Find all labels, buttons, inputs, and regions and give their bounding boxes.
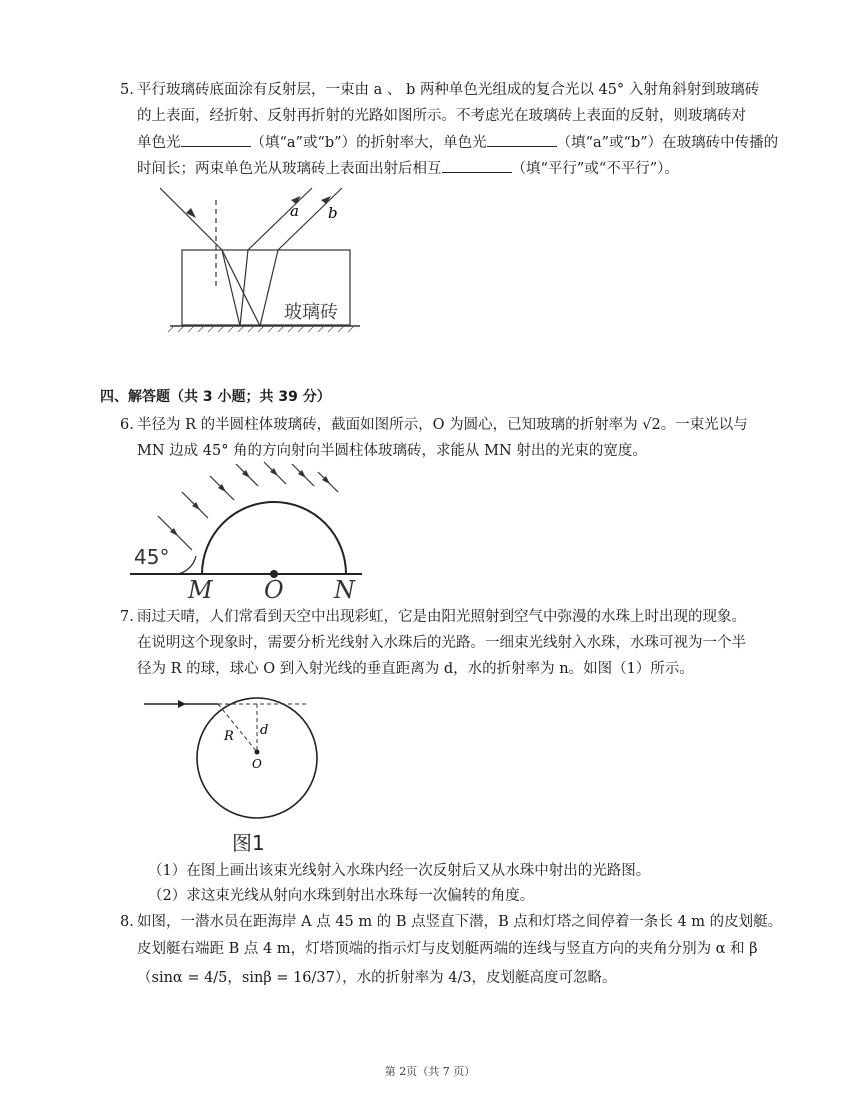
q6-line-1: 半径为 R 的半圆柱体玻璃砖，截面如图所示，O 为圆心，已知玻璃的折射率为 √2。一束光以与: [137, 417, 748, 433]
q5-line-3b: （填“a”或“b”）的折射率大，单色光: [250, 135, 487, 151]
q7-sub-2: （2）求这束光线从射向水珠到射出水珠每一次偏转的角度。: [148, 888, 535, 904]
q5-line-1: 平行玻璃砖底面涂有反射层，一束由 a 、 b 两种单色光组成的复合光以 45° 入射角斜射到玻璃砖: [137, 82, 760, 98]
angle-arc: [178, 556, 196, 574]
q5-line-4b: （填“平行”或“不平行”）。: [511, 161, 679, 177]
incident-arrow-head: [186, 208, 196, 218]
q5-glass-brick-figure: [160, 180, 390, 340]
q5-line-3a: 单色光: [137, 135, 181, 151]
q5-line-3c: （填“a”或“b”）在玻璃砖中传播的: [556, 135, 779, 151]
answer-blank-3: [442, 158, 512, 173]
label-glass-brick: 玻璃砖: [284, 302, 338, 323]
label-M: M: [188, 576, 213, 600]
q6-semicircle-figure: [130, 460, 390, 600]
section-heading: 四、解答题（共 3 小题；共 39 分）: [100, 389, 331, 405]
q7-line-2: 在说明这个现象时，需要分析光线射入水珠后的光路。一细束光线射入水珠，水珠可视为一个半: [137, 635, 746, 651]
q5-line-4: [137, 158, 679, 179]
q7-line-1: 雨过天晴，人们常看到天空中出现彩虹，它是由阳光照射到空气中弥漫的水珠上时出现的现象。: [137, 609, 746, 625]
q5-number: 5.: [120, 82, 134, 98]
incident-ray: [160, 188, 222, 250]
label-d: d: [260, 723, 269, 738]
incident-arrow-head: [178, 700, 186, 708]
q8-line-3: （sinα = 4/5，sinβ = 16/37），水的折射率为 4/3，皮划艇高度可忽略。: [137, 970, 617, 986]
q5-line-2: 的上表面，经折射、反射再折射的光路如图所示。不考虑光在玻璃砖上表面的反射，则玻璃砖对: [137, 108, 746, 124]
q8-line-1: 如图，一潜水员在距海岸 A 点 45 m 的 B 点竖直下潜，B 点和灯塔之间停着一条长 4 m 的皮划艇。: [137, 914, 783, 930]
figure-caption: 图1: [232, 831, 265, 855]
label-O: O: [264, 576, 284, 600]
q7-number: 7.: [120, 609, 134, 625]
q7-sub-1: （1）在图上画出该束光线射入水珠内经一次反射后又从水珠中射出的光路图。: [148, 863, 651, 879]
label-a: a: [290, 202, 299, 220]
radius-dashed: [218, 704, 257, 752]
emergent-ray-a: [248, 188, 312, 250]
q6-line-2: MN 边成 45° 角的方向射向半圆柱体玻璃砖，求能从 MN 射出的光束的宽度。: [137, 443, 647, 459]
answer-blank-2: [487, 132, 557, 147]
q5-line-4a: 时间长；两束单色光从玻璃砖上表面出射后相互: [137, 161, 442, 177]
label-N: N: [334, 576, 355, 600]
center-point-O: [255, 750, 260, 755]
q8-line-2: 皮划艇右端距 B 点 4 m，灯塔顶端的指示灯与皮划艇两端的连线与竖直方向的夹角分别为 α 和 β: [137, 941, 758, 957]
refracted-ray-a: [222, 250, 240, 326]
label-O: O: [252, 757, 262, 771]
q8-number: 8.: [120, 914, 134, 930]
q6-number: 6.: [120, 417, 134, 433]
answer-blank-1: [181, 132, 251, 147]
q7-droplet-figure: [140, 690, 320, 858]
q5-line-3: [137, 132, 778, 153]
label-b: b: [328, 204, 338, 222]
page-footer: 第 2页（共 7 页）: [384, 1065, 476, 1078]
angle-label: 45°: [134, 545, 170, 569]
q7-line-3: 径为 R 的球，球心 O 到入射光线的垂直距离为 d，水的折射率为 n。如图（1）所示。: [137, 661, 694, 677]
semicircle-arc: [202, 502, 346, 574]
reflected-ray-b: [260, 250, 278, 326]
label-R: R: [224, 729, 234, 744]
